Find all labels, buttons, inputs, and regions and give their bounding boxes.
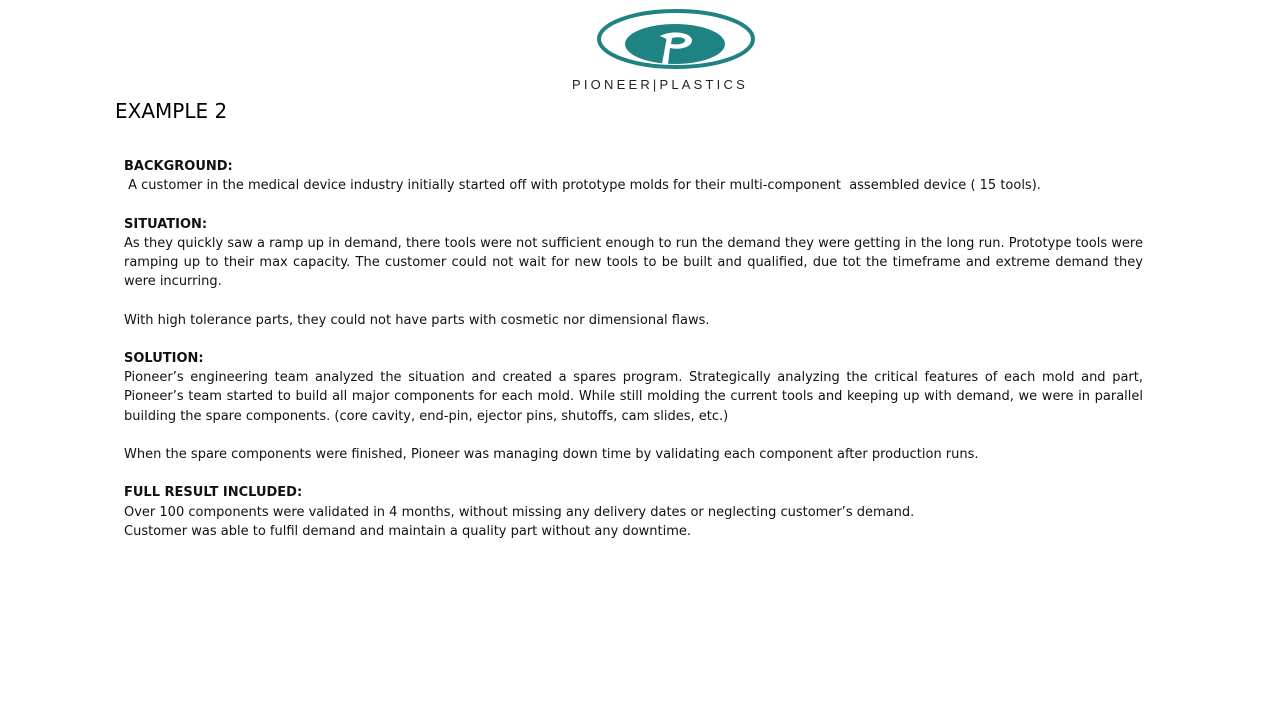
situation-heading: SITUATION: [124,216,208,232]
solution-text-2: When the spare components were finished, Pioneer was managing down time by validating each component after production runs. [124,446,979,462]
company-logo [560,6,790,94]
solution-heading: SOLUTION: [124,350,204,366]
result-line-1: Over 100 components were validated in 4 months, without missing any delivery dates or neglecting customer’s demand. [124,504,915,520]
spacer [124,426,1143,445]
spacer [124,195,1143,214]
spacer [124,330,1143,349]
result-heading: FULL RESULT INCLUDED: [124,485,303,501]
pioneer-logo-mark [596,6,756,72]
spacer [124,464,1143,483]
situation-text: As they quickly saw a ramp up in demand, there tools were not sufficient enough to run the demand they were getting in the long run. Prototype tools were ramping up to their max capacity. The customer could not wait for new tools to be built and qualified, due tot the timeframe and extreme demand they were incurring. [124,235,1143,290]
logo-wordmark: PIONEER|PLASTICS [572,77,748,92]
result-line-2: Customer was able to fulfil demand and maintain a quality part without any downtime. [124,523,692,539]
solution-text: Pioneer’s engineering team analyzed the situation and created a spares program. Strategically analyzing the critical features of each mold and part, Pioneer’s team started to build all major components for each mold. While still molding the current tools and keeping up with demand, we were in parallel building the spare components. (core cavity, end-pin, ejector pins, shutoffs, cam slides, etc.) [124,370,1143,424]
background-text: A customer in the medical device industry initially started off with prototype molds for their multi-component assembled device ( 15 tools). [124,178,1041,194]
slide-body [124,157,1143,541]
slide-title: EXAMPLE 2 [115,99,228,123]
spacer [124,291,1143,310]
background-heading: BACKGROUND: [124,159,233,174]
situation-text-2: With high tolerance parts, they could not have parts with cosmetic nor dimensional flaws. [124,312,710,328]
